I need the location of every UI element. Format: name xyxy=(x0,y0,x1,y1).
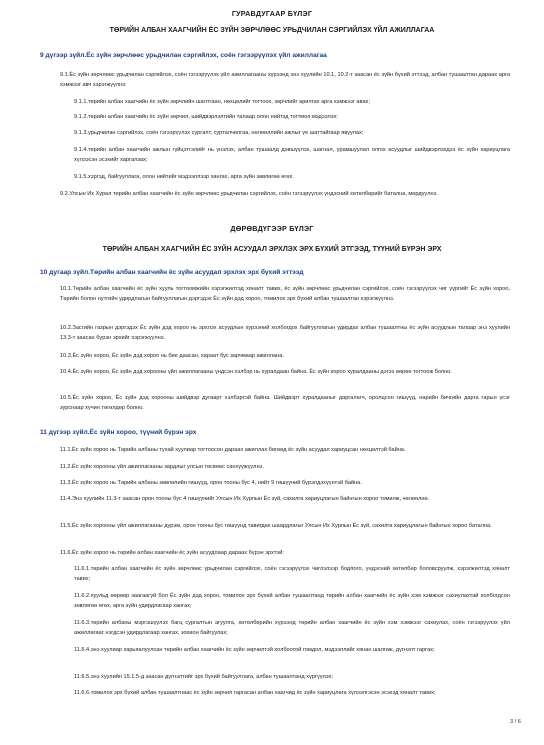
article-9-item-4: 9.1.4.төрийн албан хаагчийн ажлын гүйцэтгэлийг нь үнэлэх, албан тушаалд дэвшүүлэх, шагнал, урамшуулал олгох асуудлыг шийдвэрлэхдээ ёс зүйн хариуцлага хүлээсэн эсэхийг харгалзах; xyxy=(74,147,510,164)
article-10-paragraph-2: 10.2.Засгийн газрын дэргэдэх Ёс зүйн дэд хороо нь эрхлэх асуудлын хүрээний холбогдох байгууллагын удирдах албан тушаалтны ёс зүйн асуудлын талаар энэ хуулийн 13.3-т заасан бүрэн эрхийг хэрэгжүүлнэ. xyxy=(60,325,510,342)
page-number: 3 / 6 xyxy=(510,719,521,725)
article-9-item-5: 9.1.5.хэргэд, байгууллага, олон нийтийг мэдээллээр хангах, арга зүйн зөвлөгөө өгөх. xyxy=(74,174,294,180)
article-11-item-3: 11.6.3.төрийн албаны мэргэшүүлэх багц сургалтын агуулга, хөтөлбөрийн хүрээнд төрийн албан хаагчийн ёс зүйн хэм хэмжээг сахиулах, соён гэгээрүүлэх үйл ажиллагааг нэгдсэн удирдлагаар хангах, зохион байгуулах; xyxy=(74,620,510,637)
article-11-paragraph-5: 11.5.Ёс зүйн хорооны үйл ажиллагааны дүрэм, орон тооны бус гишүүнд тавигдах шаардлагыг Улсын Их Хурлын Ёс зүй, сахилга хариуцлагын байнгын хороо батална. xyxy=(60,523,492,529)
article-11-paragraph-2: 11.2.Ёс зүйн хорооны үйл ажиллагааны зардлыг улсын төсвөөс санхүүжүүлнэ. xyxy=(60,464,264,470)
article-9-paragraph-2: 9.2.Улсын Их Хурал төрийн албан хаагчийн ёс зүйн зөрчлөөс урьдчилан сэргийлэх, соён гэгээрүүлэх үндэсний хөтөлбөрийг батална, мөрдүүлнэ. xyxy=(60,191,438,197)
article-11-item-4: 11.6.4.энэ хуулиар харьяалуулсан төрийн албан хаагчийн ёс зүйн зөрчилтэй холбоотой гомдол, мэдээллийг хянан шалгаж, дүгнэлт гаргах; xyxy=(74,647,435,653)
article-11-paragraph-4: 11.4.Энэ хуулийн 11.3-т заасан орон тооны бус 4 гишүүнийг Улсын Их Хурлын Ёс зүй, сахилга хариуцлагын байнгын хороо томилж, чөлөөлнө. xyxy=(60,496,430,502)
article-11-item-2: 11.6.2.хуульд өөрөөр заагаагүй бол Ёс зүйн дэд хороо, томилох эрх бүхий албан тушаалтанд төрийн албан хаагчийн ёс зүйн хэм хэмжээг сахиулахтай холбогдсон зөвлөгөө өгөх, арга зүйн удирдлагаар хангах; xyxy=(74,593,510,610)
article-9-item-2: 9.1.2.төрийн албан хаагчийн ёс зүйн зөрчил, шийдвэрлэлтийн талаар олон нийтэд тогтмол мэдээлэх; xyxy=(74,114,338,120)
article-11-item-1: 11.6.1.төрийн албан хаагчийн ёс зүйн зөрчлөөс урьдчилан сэргийлэх, соён гэгээрүүлэх чиглэлээр бодлого, үндэсний хөтөлбөр боловсруулж, хэрэгжилтэд хяналт тавих; xyxy=(74,566,510,583)
article-11-paragraph-1: 11.1.Ёс зүйн хороо нь Төрийн албаны тухай хуулиар тогтоосон дараах ажиллах бөгөөд ёс зүйн асуудал хариуцсан нөхцөлтэй байна. xyxy=(60,447,406,453)
article-9-item-1: 9.1.1.төрийн албан хаагчийн ёс зүйн зөрчлийн шалтгаан, нөхцөлийг тогтоох, зөрчлийг арилгах арга хэмжээг авах; xyxy=(74,99,370,105)
chapter-4-title: ТӨРИЙН АЛБАН ХААГЧИЙН ЁС ЗҮЙН АСУУДАЛ ЭРХЛЭХ ЭРХ БҮХИЙ ЭТГЭЭД, ТҮҮНИЙ БҮРЭН ЭРХ xyxy=(102,246,442,253)
chapter-4-heading: ДӨРӨВДҮГЭЭР БҮЛЭГ xyxy=(230,224,314,233)
article-9-item-3: 9.1.3.урьдчилан сэргийлэх, соён гэгээрүүлэх сургалт, сурталчилгаа, нөлөөллийн ажлыг үе шаттайгаар явуулах; xyxy=(74,130,364,136)
article-11-item-6: 11.6.6.томилох эрх бүхий албан тушаалтнаас ёс зүйн зөрчил гаргасан албан хаагчид ёс зүйн хариуцлага хүлээлгэсэн эсэхэд хяналт тавих; xyxy=(74,690,436,696)
chapter-3-heading: ГУРАВДУГААР БҮЛЭГ xyxy=(231,9,313,18)
article-9-title: 9 дүгээр зүйл.Ёс зүйн зөрчлөөс урьдчилан сэргийлэх, соён гэгээрүүлэх үйл ажиллагаа xyxy=(40,52,327,59)
article-10-title: 10 дугаар зүйл.Төрийн албан хаагчийн ёс зүйн асуудал эрхлэх эрх бүхий эттээд xyxy=(40,269,304,276)
chapter-3-title: ТӨРИЙН АЛБАН ХААГЧИЙН ЁС ЗҮЙН ЗӨРЧЛӨӨС УРЬДЧИЛАН СЭРГИЙЛЭХ ҮЙЛ АЖИЛЛАГАА xyxy=(109,27,435,34)
article-10-paragraph-4: 10.4.Ёс зүйн хороо, Ёс зүйн дэд хорооны үйл ажиллагааны үндсэн хэлбэр нь хуралдаан байна. Ёс зүйн хороо хуралдааны дэгээ өөрөө тогтоож болно. xyxy=(60,369,452,375)
article-11-item-5: 11.6.5.энэ хуулийн 15.1.5-д заасан дүгнэлтийг эрх бүхий байгууллага, албан тушаалтанд хүргүүлэх; xyxy=(74,674,333,680)
article-11-title: 11 дүгээр зүйл.Ёс зүйн хороо, түүний бүрэн эрх xyxy=(40,429,197,436)
article-11-paragraph-6: 11.6.Ёс зүйн хороо нь төрийн албан хаагчийн ёс зүйн асуудлаар дараах бүрэн эрхтэй: xyxy=(60,550,284,556)
article-10-paragraph-3: 10.3.Ёс зүйн хороо, Ёс зүйн дэд хороо нь бие даасан, хараат бус зарчмаар ажиллана. xyxy=(60,353,284,359)
article-9-paragraph-1: 9.1.Ёс зүйн зөрчлөөс урьдчилан сэргийлэх, соён гэгээрүүлэх үйл ажиллагааны хүрээнд энэ хуулийн 10.1, 10.2-т заасан ёс зүйн бүхий эттээд, албан тушаалтан дараах арга хэмжээг авч хэрэгжүүлнэ: xyxy=(60,72,510,89)
article-11-paragraph-3: 11.3.Ёс зүйн хороо нь Төрийн албаны зөвлөлийн гишүүд, орон тооны бус 4, нийт 9 гишүүний бүрэлдэхүүнтэй байна. xyxy=(60,480,362,486)
article-10-paragraph-1: 10.1.Төрийн албан хаагчийн ёс зүйн хууль тогтоомжийн хэрэгжилтэд хяналт тавих, ёс зүйн зөрчлөөс урьдчилан сэргийлэх, соён гэгээрүүлэх чиг үүргийг Ёс зүйн хороо, Төрийн болон нутгийн удирдлагын байгууллагын дэргэдэх Ёс зүйн дэд хороо, томилох эрх бүхий албан тушаалтан хэрэгжүүлнэ. xyxy=(60,286,510,303)
article-10-paragraph-5: 10.5.Ёс зүйн хороо, Ёс зүйн дэд хорооны шийдвэр дугаарт хэлбэртэй байна. Шийдвэрт хуралдааныг даргалагч, оролцсон гишүүд, нарийн бичгийн дарга гарын үсэг зурснаар хүчин төгөлдөр болно. xyxy=(60,395,510,412)
